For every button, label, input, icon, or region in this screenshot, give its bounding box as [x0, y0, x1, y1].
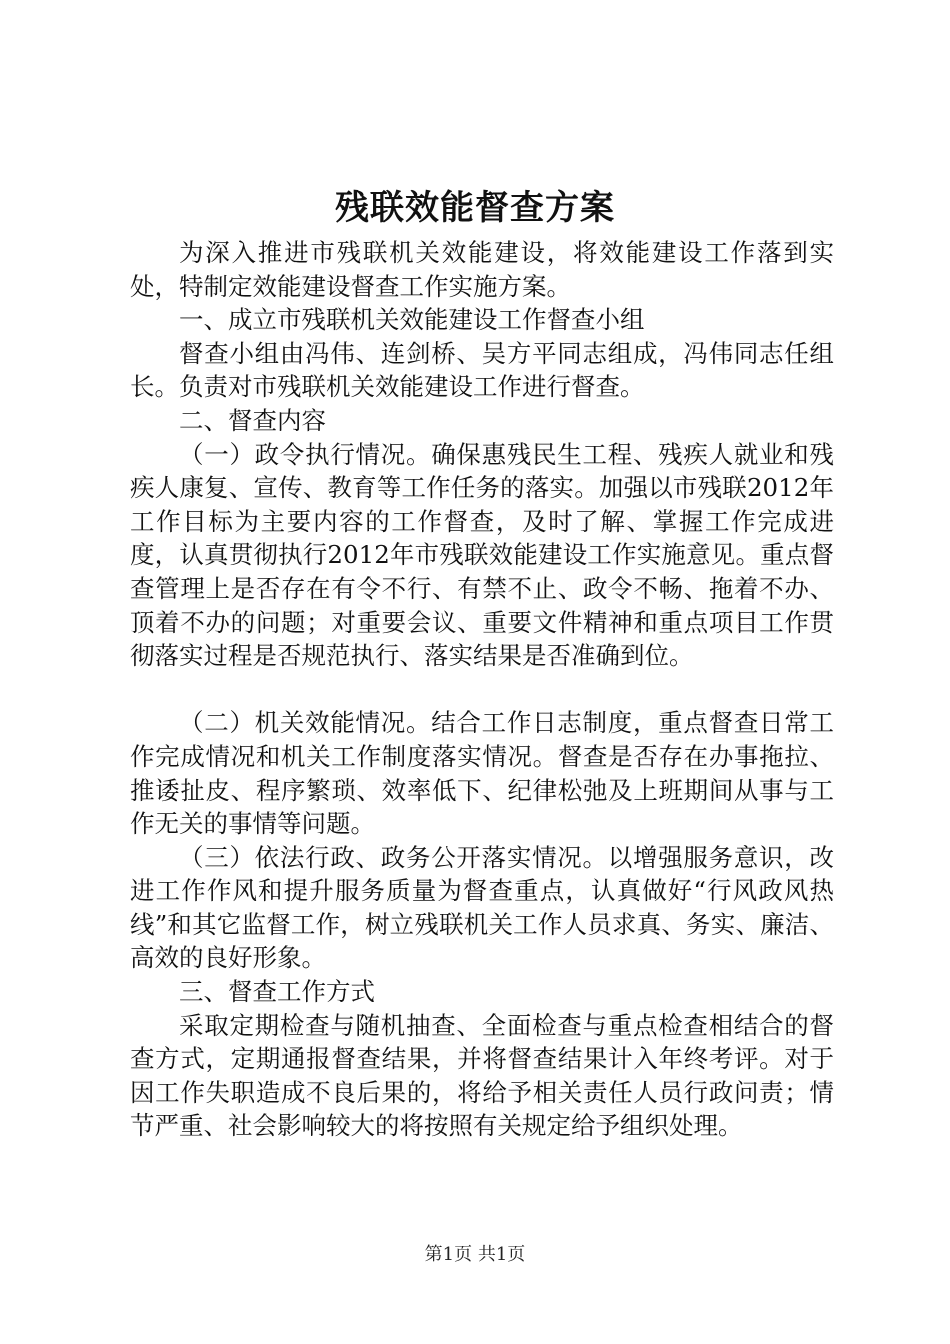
- document-title: 残联效能督查方案: [335, 188, 615, 228]
- paragraph-item-1: （一）政令执行情况。确保惠残民生工程、残疾人就业和残疾人康复、宣传、教育等工作任务的落实。加强以市残联2012年工作目标为主要内容的工作督查，及时了解、掌握工作完成进度，认真贯彻执行2012年市残联效能建设工作实施意见。重点督查管理上是否存在有令不行、有禁不止、政令不畅、拖着不办、顶着不办的问题；对重要会议、重要文件精神和重点项目工作贯彻落实过程是否规范执行、落实结果是否准确到位。: [130, 439, 834, 671]
- section-heading-3: 三、督查工作方式: [179, 977, 375, 1007]
- paragraph-item-2: （二）机关效能情况。结合工作日志制度，重点督查日常工作完成情况和机关工作制度落实情况。督查是否存在办事拖拉、推诿扯皮、程序繁琐、效率低下、纪律松弛及上班期间从事与工作无关的事情等问题。: [130, 708, 834, 839]
- paragraph-method: 采取定期检查与随机抽查、全面检查与重点检查相结合的督查方式，定期通报督查结果，并将督查结果计入年终考评。对于因工作失职造成不良后果的，将给予相关责任人员行政问责；情节严重、社会影响较大的将按照有关规定给予组织处理。: [130, 1010, 834, 1141]
- paragraph-intro: 为深入推进市残联机关效能建设，将效能建设工作落到实处，特制定效能建设督查工作实施方案。: [130, 238, 834, 301]
- section-heading-2: 二、督查内容: [179, 405, 326, 435]
- document-body: [130, 236, 834, 1143]
- paragraph-group-members: 督查小组由冯伟、连剑桥、吴方平同志组成，冯伟同志任组长。负责对市残联机关效能建设工作进行督查。: [130, 338, 834, 402]
- section-heading-1: 一、成立市残联机关效能建设工作督查小组: [179, 305, 645, 335]
- paragraph-item-3: （三）依法行政、政务公开落实情况。以增强服务意识，改进工作作风和提升服务质量为督查重点，认真做好“行风政风热线”和其它监督工作，树立残联机关工作人员求真、务实、廉洁、高效的良好形象。: [130, 842, 834, 973]
- page-number-footer: 第1页 共1页: [424, 1244, 526, 1265]
